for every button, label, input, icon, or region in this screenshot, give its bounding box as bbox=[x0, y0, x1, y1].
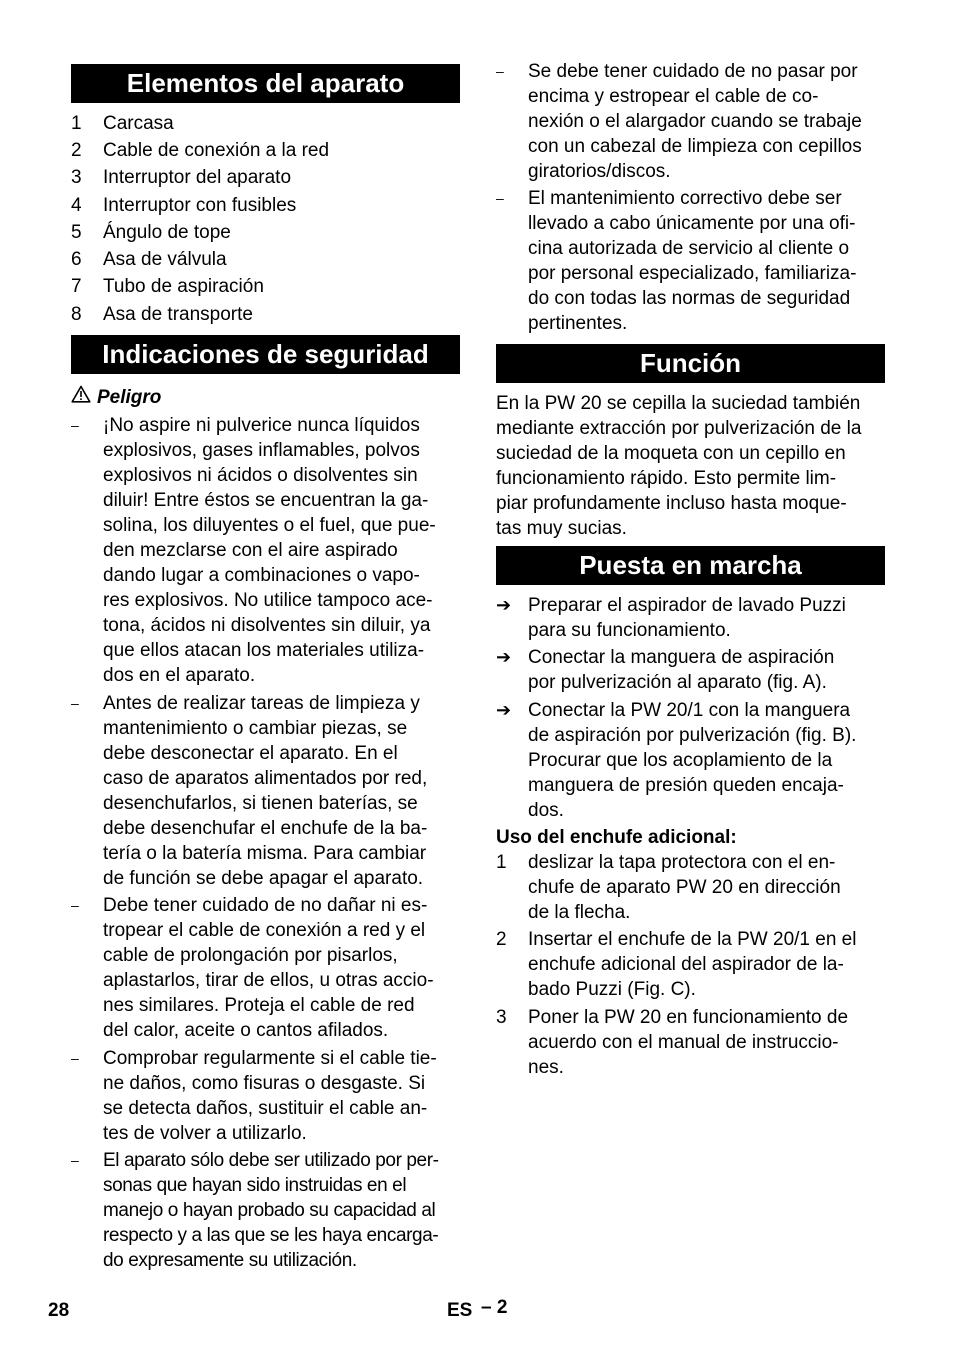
bullet-dash: – bbox=[71, 1152, 79, 1168]
item-number: 4 bbox=[71, 195, 82, 216]
bullet-dash: – bbox=[71, 695, 79, 711]
item-number: 8 bbox=[71, 304, 82, 325]
item-text: Preparar el aspirador de lavado Puzzi para su funcionamiento. bbox=[528, 595, 846, 641]
funcion-paragraph: En la PW 20 se cepilla la suciedad también mediante extracción por pulverización de la suciedad de la moqueta con un cepillo en funcionamiento rápido. Esto permite lim- piar profundamente incluso hasta moque- tas muy sucias. bbox=[496, 393, 862, 539]
list-item bbox=[496, 645, 885, 695]
list-item bbox=[496, 698, 885, 823]
heading-puesta-en-marcha: Puesta en marcha bbox=[496, 546, 885, 585]
item-text: Cable de conexión a la red bbox=[103, 140, 330, 161]
list-item bbox=[71, 247, 460, 272]
page-reference: – 2 bbox=[481, 1297, 508, 1318]
item-text: Conectar la PW 20/1 con la manguera de aspiración por pulverización (fig. B). Procurar que los acoplamiento de la manguera de presión queden encaja- dos. bbox=[528, 700, 857, 821]
list-item bbox=[71, 691, 460, 891]
arrow-right-icon: ➔ bbox=[496, 700, 512, 720]
item-text: ¡No aspire ni pulverice nunca líquidos explosivos, gases inflamables, polvos explosivos ni ácidos o disolventes sin diluir! Entre éstos se encuentran la ga- solina, los diluyentes o el fuel, que pue- den mezclarse con el aire aspirado dando lugar a combinaciones o vapo- res explosivos. No utilice tampoco ace- tona, ácidos ni disolventes sin diluir, ya que ellos atacan los materiales utiliza- dos en el aparato. bbox=[103, 415, 436, 686]
item-number: 5 bbox=[71, 222, 82, 243]
list-item bbox=[496, 850, 885, 925]
item-text: Ángulo de tope bbox=[103, 222, 231, 243]
item-text: deslizar la tapa protectora con el en- chufe de aparato PW 20 en dirección de la flecha. bbox=[528, 852, 841, 923]
item-text: Comprobar regularmente si el cable tie- ne daños, como fisuras o desgaste. Si se detecta daños, sustituir el cable an- tes de volver a utilizarlo. bbox=[103, 1048, 437, 1144]
bullet-dash: – bbox=[71, 1050, 79, 1066]
list-item bbox=[71, 1046, 460, 1146]
list-item bbox=[496, 927, 885, 1002]
danger-notice bbox=[71, 385, 161, 410]
item-text: Interruptor con fusibles bbox=[103, 195, 297, 216]
language-code: ES bbox=[447, 1300, 473, 1321]
item-text: Asa de transporte bbox=[103, 304, 253, 325]
danger-label: Peligro bbox=[97, 387, 162, 408]
list-item bbox=[71, 220, 460, 245]
subheading-enchufe: Uso del enchufe adicional: bbox=[496, 827, 737, 848]
list-item bbox=[71, 1148, 460, 1273]
item-text: El aparato sólo debe ser utilizado por per- sonas que hayan sido instruidas en el manejo o hayan probado su capacidad al respecto y a las que se les haya encarga- do expresamente su utilización. bbox=[103, 1150, 439, 1271]
heading-elementos: Elementos del aparato bbox=[71, 64, 460, 103]
item-text: Antes de realizar tareas de limpieza y mantenimiento o cambiar piezas, se debe desconectar el aparato. En el caso de aparatos alimentados por red, desenchufarlos, si tienen baterías, se debe desenchufar el enchufe de la ba- tería o la batería misma. Para cambiar de función se debe apagar el aparato. bbox=[103, 693, 428, 889]
item-number: 3 bbox=[496, 1007, 507, 1028]
item-number: 6 bbox=[71, 249, 82, 270]
heading-seguridad: Indicaciones de seguridad bbox=[71, 335, 460, 374]
list-item bbox=[71, 274, 460, 299]
list-item bbox=[496, 593, 885, 643]
arrow-right-icon: ➔ bbox=[496, 647, 512, 667]
item-number: 1 bbox=[71, 113, 82, 134]
bullet-dash: – bbox=[496, 63, 504, 79]
item-number: 1 bbox=[496, 852, 507, 873]
item-text: Asa de válvula bbox=[103, 249, 227, 270]
list-item bbox=[71, 893, 460, 1043]
list-item bbox=[71, 138, 460, 163]
item-text: Se debe tener cuidado de no pasar por encima y estropear el cable de co- nexión o el alargador cuando se trabaje con un cabezal de limpieza con cepillos giratorios/discos. bbox=[528, 61, 862, 182]
list-item bbox=[71, 111, 460, 136]
item-number: 2 bbox=[496, 929, 507, 950]
bullet-dash: – bbox=[496, 190, 504, 206]
list-item bbox=[71, 193, 460, 218]
item-text: Poner la PW 20 en funcionamiento de acuerdo con el manual de instruccio- nes. bbox=[528, 1007, 849, 1078]
arrow-right-icon: ➔ bbox=[496, 595, 512, 615]
warning-triangle-icon bbox=[71, 385, 97, 410]
heading-funcion: Función bbox=[496, 344, 885, 383]
page-number: 28 bbox=[48, 1300, 70, 1321]
list-item bbox=[496, 59, 885, 184]
bullet-dash: – bbox=[71, 897, 79, 913]
list-item bbox=[71, 165, 460, 190]
item-text: El mantenimiento correctivo debe ser llevado a cabo únicamente por una ofi- cina autorizada de servicio al cliente o por personal especializado, familiariza- do con todas las normas de seguridad pertinentes. bbox=[528, 188, 857, 334]
item-text: Debe tener cuidado de no dañar ni es- tropear el cable de conexión a red y el cable de prolongación por pisarlos, aplastarlos, tirar de ellos, u otras accio- nes similares. Proteja el cable de red del calor, aceite o cantos afilados. bbox=[103, 895, 434, 1041]
item-text: Insertar el enchufe de la PW 20/1 en el enchufe adicional del aspirador de la- bado Puzzi (Fig. C). bbox=[528, 929, 857, 1000]
item-number: 7 bbox=[71, 276, 82, 297]
bullet-dash: – bbox=[71, 417, 79, 433]
list-item bbox=[71, 413, 460, 688]
item-number: 3 bbox=[71, 167, 82, 188]
list-item bbox=[71, 302, 460, 327]
list-item bbox=[496, 186, 885, 336]
item-text: Carcasa bbox=[103, 113, 174, 134]
item-text: Tubo de aspiración bbox=[103, 276, 264, 297]
item-number: 2 bbox=[71, 140, 82, 161]
list-item bbox=[496, 1005, 885, 1080]
item-text: Conectar la manguera de aspiración por pulverización al aparato (fig. A). bbox=[528, 647, 835, 693]
item-text: Interruptor del aparato bbox=[103, 167, 292, 188]
